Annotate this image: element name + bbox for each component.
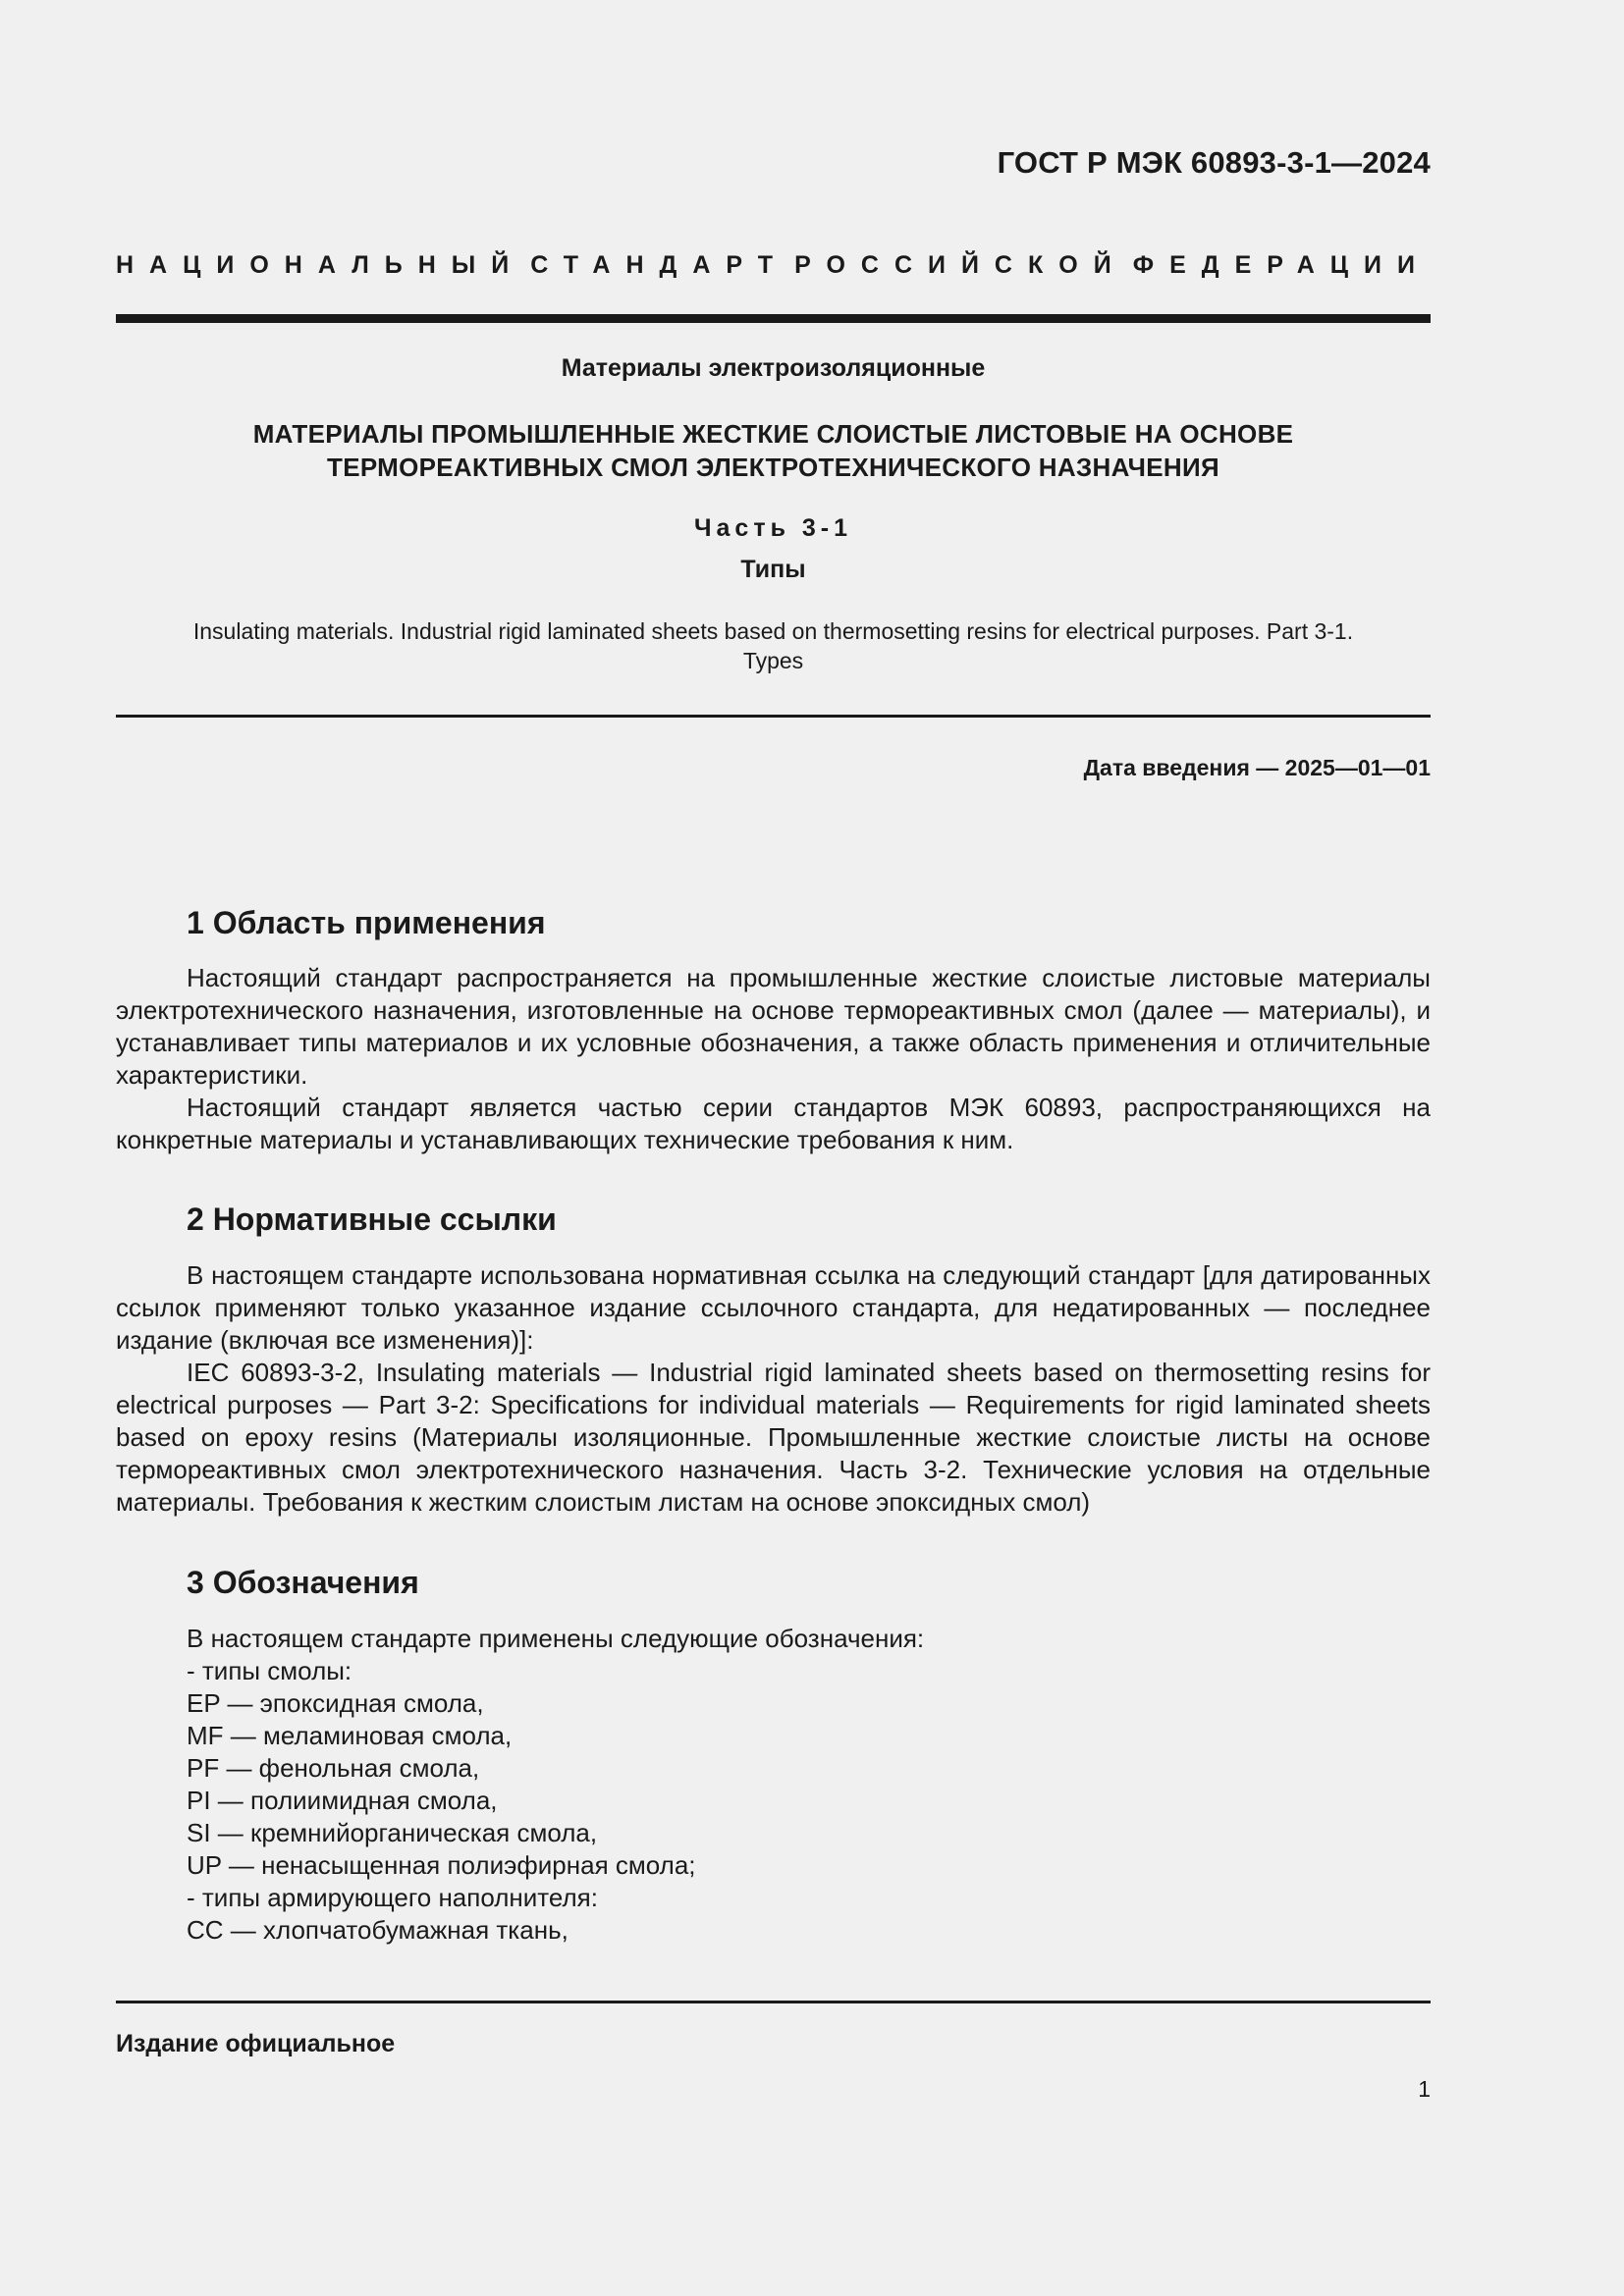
list-line: - типы армирующего наполнителя:	[187, 1883, 598, 1912]
section-body	[116, 1259, 1431, 1519]
title-divider	[116, 715, 1431, 718]
list-line: - типы смолы:	[187, 1656, 352, 1685]
list-line: В настоящем стандарте применены следующие обозначения:	[187, 1624, 925, 1653]
section-body	[116, 962, 1431, 1156]
section-heading: 2 Нормативные ссылки	[187, 1201, 557, 1237]
group-title: Материалы электроизоляционные	[561, 354, 986, 382]
banner-word: РОССИЙСКОЙ	[794, 251, 1127, 279]
page-number: 1	[1418, 2076, 1431, 2102]
list-line: PF — фенольная смола,	[187, 1753, 480, 1783]
paragraph: Настоящий стандарт распространяется на промышленные жесткие слоистые листовые материалы электротехнического назначения, изготовленные на основе термореактивных смол (далее — материалы), и устанавливает типы материалов и их условные обозначения, а также область применения и отличительные характеристики.	[116, 963, 1431, 1090]
list-line: CC — хлопчатобумажная ткань,	[187, 1915, 568, 1945]
reference-paragraph: IEC 60893-3-2, Insulating materials — Industrial rigid laminated sheets based on thermosetting resins for electrical purposes — Part 3-2: Specifications for individual materials — Requirements for rigid laminated sheets based on epoxy resins (Материалы изоляционные. Промышленные жесткие слоистые листы на основе термореактивных смол электротехнического назначения. Часть 3-2. Технические условия на отдельные материалы. Требования к жестким слоистым листам на основе эпоксидных смол)	[116, 1358, 1431, 1517]
section-heading: 1 Область применения	[187, 905, 546, 940]
section-heading: 3 Обозначения	[187, 1565, 419, 1600]
main-title-line: МАТЕРИАЛЫ ПРОМЫШЛЕННЫЕ ЖЕСТКИЕ СЛОИСТЫЕ ЛИСТОВЫЕ НА ОСНОВЕ	[252, 419, 1294, 449]
list-line: PI — полиимидная смола,	[187, 1786, 498, 1815]
main-title	[116, 417, 1431, 484]
main-title-line: ТЕРМОРЕАКТИВНЫХ СМОЛ ЭЛЕКТРОТЕХНИЧЕСКОГО НАЗНАЧЕНИЯ	[327, 453, 1219, 482]
document-code: ГОСТ Р МЭК 60893-3-1—2024	[997, 145, 1431, 180]
part-label: Часть 3-1	[693, 514, 853, 542]
header-divider	[116, 314, 1431, 323]
designations-list	[187, 1623, 924, 1947]
banner-word: НАЦИОНАЛЬНЫЙ	[116, 251, 525, 279]
paragraph: Настоящий стандарт является частью серии стандартов МЭК 60893, распространяющихся на конкретные материалы и устанавливающих технические требования к ним.	[116, 1093, 1431, 1154]
intro-date: Дата введения — 2025—01—01	[1083, 755, 1431, 780]
footer-divider	[116, 2001, 1431, 2003]
banner-word: ФЕДЕРАЦИИ	[1132, 251, 1431, 279]
national-standard-banner	[116, 251, 1431, 280]
english-title-line: Insulating materials. Industrial rigid laminated sheets based on thermosetting resins for electrical purposes. Part 3-1.	[192, 618, 1354, 644]
english-title-line: Types	[742, 648, 804, 673]
banner-word: СТАНДАРТ	[530, 251, 789, 279]
list-line: SI — кремнийорганическая смола,	[187, 1818, 598, 1847]
list-line: EP — эпоксидная смола,	[187, 1688, 484, 1718]
english-title	[116, 616, 1431, 675]
list-line: UP — ненасыщенная полиэфирная смола;	[187, 1850, 696, 1880]
paragraph: В настоящем стандарте использована нормативная ссылка на следующий стандарт [для датированных ссылок применяют только указанное издание ссылочного стандарта, для недатированных — последнее издание (включая все изменения)]:	[116, 1260, 1431, 1355]
list-line: MF — меламиновая смола,	[187, 1721, 513, 1750]
official-edition-label: Издание официальное	[116, 2030, 396, 2057]
part-name: Типы	[740, 556, 806, 583]
